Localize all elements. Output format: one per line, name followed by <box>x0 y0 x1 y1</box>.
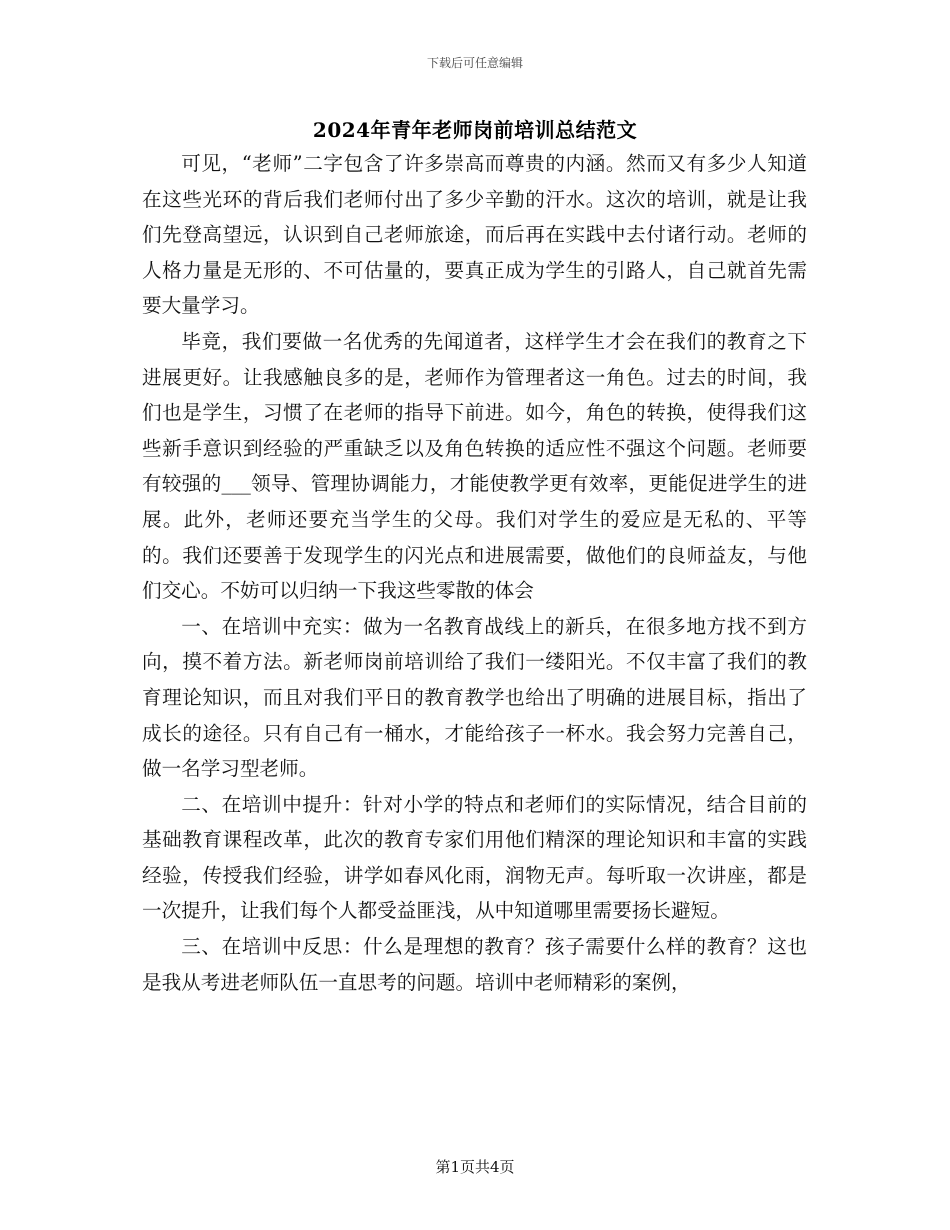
page-header: 下载后可任意编辑 <box>426 56 523 70</box>
paragraph-1: 可见，“老师”二字包含了许多崇高而尊贵的内涵。然而又有多少人知道在这些光环的背后我们老师付出了多少辛勤的汗水。这次的培训，就是让我们先登高望远，认识到自己老师旅途，而后再在实践中去付诸行动。老师的人格力量是无形的、不可估量的，要真正成为学生的引路人，自己就首先需要大量学习。 <box>142 152 807 318</box>
document-title: 2024年青年老师岗前培训总结范文 <box>312 118 638 142</box>
paragraph-2: 毕竟，我们要做一名优秀的先闻道者，这样学生才会在我们的教育之下进展更好。让我感触良多的是，老师作为管理者这一角色。过去的时间，我们也是学生，习惯了在老师的指导下前进。如今，角色的转换，使得我们这些新手意识到经验的严重缺乏以及角色转换的适应性不强这个问题。老师要有较强的___领导、管理协调能力，才能使教学更有效率，更能促进学生的进展。此外，老师还要充当学生的父母。我们对学生的爱应是无私的、平等的。我们还要善于发现学生的闪光点和进展需要，做他们的良师益友，与他们交心。不妨可以归纳一下我这些零散的体会 <box>142 329 807 603</box>
document-body <box>142 146 807 1000</box>
page-footer: 第1页共4页 <box>435 1158 515 1176</box>
paragraph-4: 二、在培训中提升：针对小学的特点和老师们的实际情况，结合目前的基础教育课程改革，此次的教育专家们用他们精深的理论知识和丰富的实践经验，传授我们经验，讲学如春风化雨，润物无声。每听取一次讲座，都是一次提升，让我们每个人都受益匪浅，从中知道哪里需要扬长避短。 <box>142 792 807 923</box>
paragraph-3: 一、在培训中充实：做为一名教育战线上的新兵，在很多地方找不到方向，摸不着方法。新老师岗前培训给了我们一缕阳光。不仅丰富了我们的教育理论知识，而且对我们平日的教育教学也给出了明确的进展目标，指出了成长的途径。只有自己有一桶水，才能给孩子一杯水。我会努力完善自己，做一名学习型老师。 <box>142 614 807 781</box>
paragraph-5: 三、在培训中反思：什么是理想的教育？孩子需要什么样的教育？这也是我从考进老师队伍一直思考的问题。培训中老师精彩的案例， <box>142 935 807 994</box>
